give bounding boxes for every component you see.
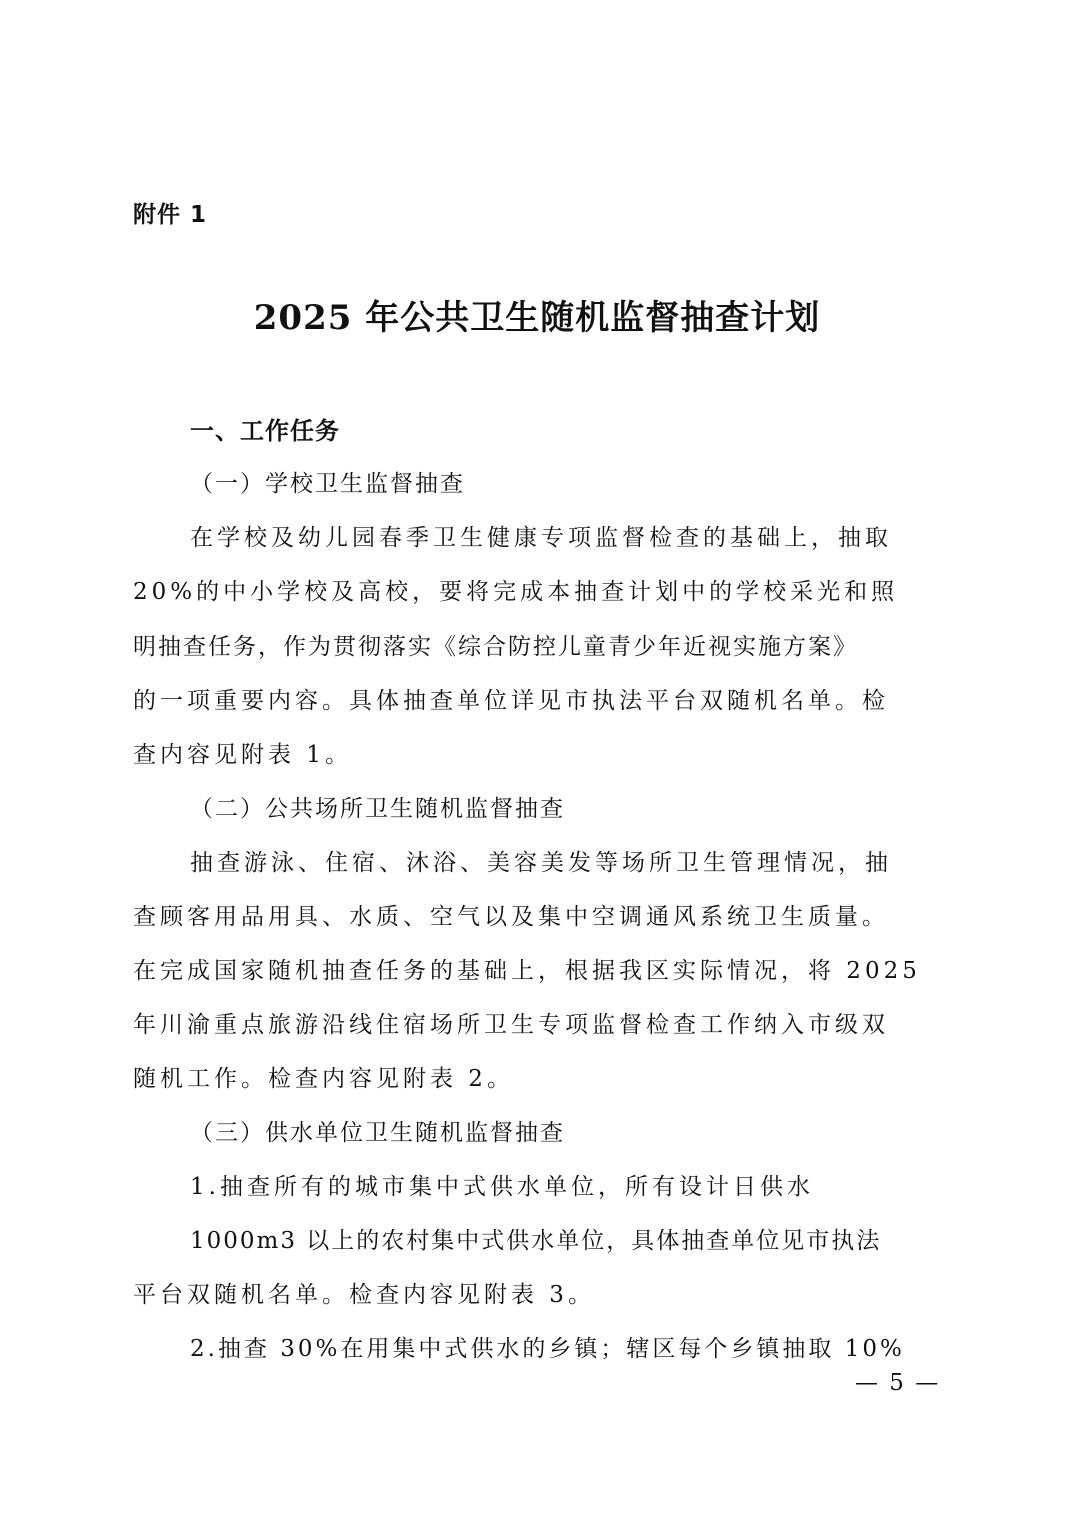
paragraph-line: 1000m3 以上的农村集中式供水单位，具体抽查单位见市执法 [190,1228,882,1254]
paragraph-line: 平台双随机名单。检查内容见附表 3。 [133,1282,595,1308]
page-number: — 5 — [855,1370,941,1396]
subheading-school: （一）学校卫生监督抽查 [190,471,465,497]
paragraph-line: 在完成国家随机抽查任务的基础上，根据我区实际情况，将 2025 [133,958,921,984]
paragraph-line: 2.抽查 30%在用集中式供水的乡镇；辖区每个乡镇抽取 10% [190,1336,905,1362]
paragraph-line: 年川渝重点旅游沿线住宿场所卫生专项监督检查工作纳入市级双 [133,1012,889,1038]
paragraph-line: 20%的中小学校及高校，要将完成本抽查计划中的学校采光和照 [133,579,899,605]
subheading-public-places: （二）公共场所卫生随机监督抽查 [190,796,565,822]
paragraph-line: 查顾客用品用具、水质、空气以及集中空调通风系统卫生质量。 [133,904,889,930]
subheading-water-supply: （三）供水单位卫生随机监督抽查 [190,1120,565,1146]
paragraph-line: 的一项重要内容。具体抽查单位详见市执法平台双随机名单。检 [133,688,889,714]
paragraph-line: 1.抽查所有的城市集中式供水单位，所有设计日供水 [190,1174,814,1200]
paragraph-line: 明抽查任务，作为贯彻落实《综合防控儿童青少年近视实施方案》 [133,634,858,660]
paragraph-line: 抽查游泳、住宿、沐浴、美容美发等场所卫生管理情况，抽 [190,850,892,876]
paragraph-line: 在学校及幼儿园春季卫生健康专项监督检查的基础上，抽取 [190,525,892,551]
paragraph-line: 随机工作。检查内容见附表 2。 [133,1066,514,1092]
section-heading-tasks: 一、工作任务 [190,417,340,445]
document-title: 2025 年公共卫生随机监督抽查计划 [253,298,821,338]
attachment-label: 附件 1 [133,202,208,228]
paragraph-line: 查内容见附表 1。 [133,742,352,768]
